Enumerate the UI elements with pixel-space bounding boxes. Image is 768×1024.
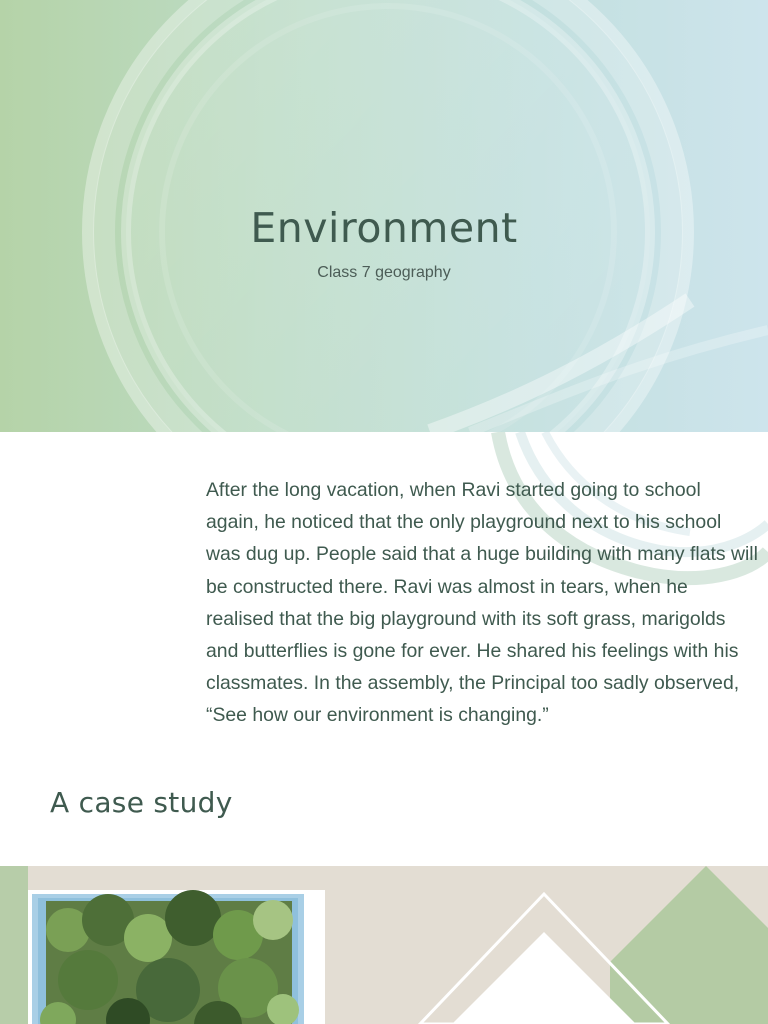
slide-subtitle: Class 7 geography [317, 264, 451, 281]
title-slide [0, 0, 768, 432]
forest-photo-frame [28, 890, 325, 1024]
case-study-slide [0, 432, 768, 866]
case-study-heading: A case study [50, 786, 233, 819]
photo-slide [0, 866, 768, 1024]
case-study-paragraph: After the long vacation, when Ravi started going to school again, he noticed that the only playground next to his school was dug up. People said that a huge building with many flats will be constructed there. Ravi was almost in tears, when he realised that the big playground with its soft grass, marigolds and butterflies is gone for ever. He shared his feelings with his classmates. In the assembly, the Principal too sadly observed, “See how our environment is changing.” [206, 479, 758, 727]
forest-photo [28, 890, 325, 1024]
slide-title: Environment [250, 204, 518, 252]
